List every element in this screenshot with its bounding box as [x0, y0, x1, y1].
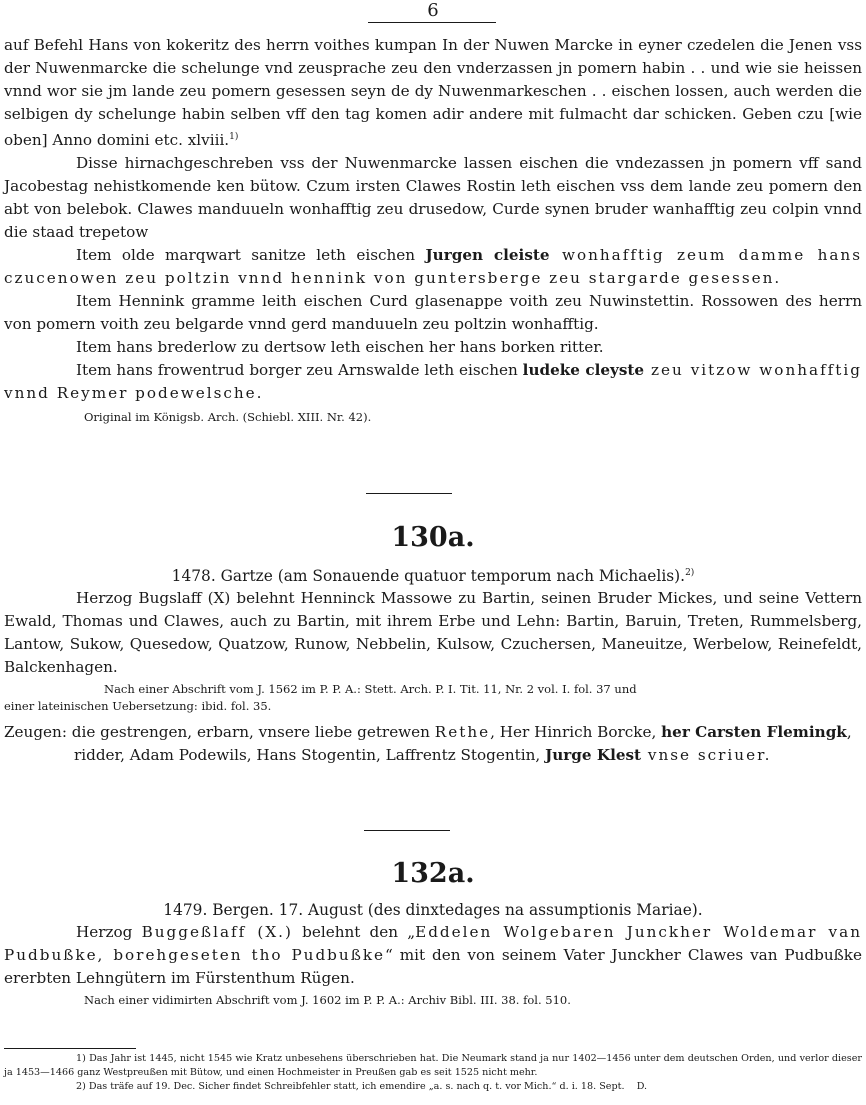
document-continuation [4, 34, 862, 426]
footnotes [4, 1052, 862, 1094]
document-132a [4, 899, 862, 1009]
document-number: 132a. [391, 858, 475, 889]
paragraph: Item Hennink gramme leith eischen Curd glasenappe voith zeu Nuwinstettin. Rossowen des herrn von pomern voith zeu belgarde vnnd gerd manduueln zeu poltzin wonhafftig. [4, 292, 862, 334]
footnote-1: 1) Das Jahr ist 1445, nicht 1545 wie Kratz unbesehens überschrieben hat. Die Neumark stand ja nur 1402—1456 unter dem deutschen Orden, und verlor dieser ja 1453—1466 ganz Westpreußen mit Bütow, und einen Hochmeister in Preußen gab es seit 1525 nicht mehr. [4, 1053, 862, 1078]
paragraph: Item hans brederlow zu dertsow leth eischen her hans borken ritter. [76, 338, 604, 357]
dateline: 1479. Bergen. 17. August (des dinxtedages na assumptionis Mariae). [163, 901, 703, 919]
footnote-signature: D. [636, 1081, 648, 1092]
header-rule [368, 22, 496, 23]
paragraph: auf Befehl Hans von kokeritz des herrn voithes kumpan In der Nuwen Marcke in eyner czedelen die Jenen vss der Nuwenmarcke die schelunge vnd zeusprache zeu den vnderzassen jn pomern habin . . und wie sie heissen vnnd wor sie jm lande zeu pomern gesessen seyn de dy Nuwenmarkeschen . . eischen lossen, auch werden die selbigen dy schelunge habin selben vff den tag komen adir andere mit fulmacht dar schicken. Geben czu [wie oben] Anno domini etc. xlviii.$^{1)}$ [4, 36, 862, 150]
regest: Herzog Bugslaff (X) belehnt Henninck Massowe zu Bartin, seinen Bruder Mickes, und seine Vettern Ewald, Thomas und Clawes, auch zu Bartin, mit ihrem Erbe und Lehn: Bartin, Baruin, Treten, Rummelsberg, Lantow, Sukow, Quesedow, Quatzow, Runow, Nebbelin, Kulsow, Czuchersen, Maneuitze, Werbelow, Reinefeldt, Balckenhagen. [4, 589, 862, 677]
page-number: 6 [427, 0, 439, 21]
regest: Herzog Buggeßlaff (X.) belehnt den „Eddelen Wolgebaren Junckher Woldemar van Pudbußke, borehgeseten tho Pudbußke“ mit den von seinem Vater Junckher Clawes van Pudbußke ererbten Lehngütern im Fürstenthum Rügen. [4, 923, 862, 987]
section-rule [364, 830, 450, 831]
document-number: 130a. [391, 522, 475, 553]
source-note: Original im Königsb. Arch. (Schiebl. XIII. Nr. 42). [84, 410, 372, 425]
source-note: Nach einer Abschrift vom J. 1562 im P. P. A.: Stett. Arch. P. I. Tit. 11, Nr. 2 vol. I. fol. 37 und [104, 682, 637, 697]
footnote-ref: 2) [685, 568, 695, 578]
section-rule [366, 493, 452, 494]
person-name: Jurgen cleiste [425, 246, 550, 265]
source-note: einer lateinischen Uebersetzung: ibid. fol. 35. [4, 699, 272, 714]
person-name: ludeke cleyste [522, 361, 645, 380]
paragraph: Disse hirnachgeschreben vss der Nuwenmarcke lassen eischen die vndezassen jn pomern vff sand Jacobestag nehistkomende ken bütow. Czum irsten Clawes Rostin leth eischen vss dem lande zeu pomern den abt von belebok. Clawes manduueln wonhafftig zeu drusedow, Curde synen bruder wanhafftig zeu colpin vnnd die staad trepetow [4, 154, 862, 242]
paragraph: Item olde marqwart sanitze leth eischen Jurgen cleiste wonhafftig zeum damme hans czucenowen zeu poltzin vnnd hennink von guntersberge zeu stargarde gesessen. [4, 246, 862, 288]
dateline: 1478. Gartze (am Sonauende quatuor temporum nach Michaelis).$^{2)}$ [171, 567, 695, 586]
footnote-ref: 1) [229, 132, 239, 142]
witnesses: Zeugen: die gestrengen, erbarn, vnsere liebe getrewen Rethe, Her Hinrich Borcke, her Carsten Flemingk, ridder, Adam Podewils, Hans Stogentin, Laffrentz Stogentin, Jurge Klest vnse scriuer. [4, 723, 852, 765]
witnesses-label: Zeugen: [4, 723, 67, 742]
paragraph: Item hans frowentrud borger zeu Arnswalde leth eischen ludeke cleyste zeu vitzow wonhafftig vnnd Reymer podewelsche. [4, 361, 862, 403]
source-note: Nach einer vidimirten Abschrift vom J. 1602 im P. P. A.: Archiv Bibl. III. 38. fol. 510. [84, 993, 571, 1007]
footnote-rule [4, 1048, 136, 1049]
document-130a [4, 562, 862, 767]
footnote-2: 2) Das träfe auf 19. Dec. Sicher findet Schreibfehler statt, ich emendire „a. s. nach q. t. vor Mich.“ d. i. 18. Sept. D. [76, 1081, 648, 1092]
